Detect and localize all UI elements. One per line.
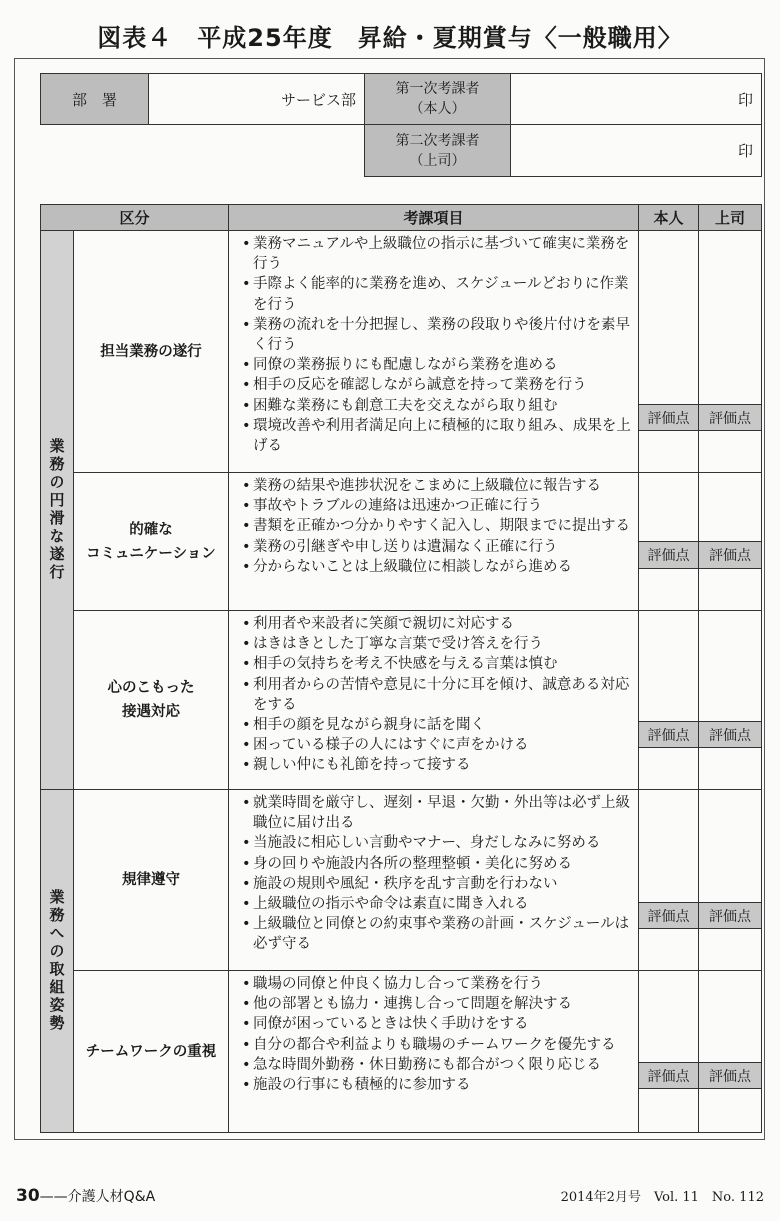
- section-items-2: [228, 472, 639, 611]
- boss-eval-point-label-4: 評価点: [698, 902, 762, 929]
- section-name-1: [73, 230, 229, 473]
- section-name-1-line1: 担当業務の遂行: [100, 343, 202, 360]
- boss-eval-point-label-2: 評価点: [698, 541, 762, 569]
- list-item: • 困っている様子の人にはすぐに声をかける: [237, 735, 634, 755]
- list-item: • 親しい仲にも礼節を持って接する: [237, 755, 634, 775]
- list-item: • はきはきとした丁寧な言葉で受け答えを行う: [237, 634, 634, 654]
- list-item: • 事故やトラブルの連絡は迅速かつ正確に行う: [237, 496, 634, 516]
- list-item: • 業務の流れを十分把握し、業務の段取りや後片付けを素早く行う: [237, 315, 634, 355]
- issue-info: 2014年2月号 Vol. 11 No. 112: [560, 1190, 764, 1205]
- group-label-smooth-work: 業務の円滑な遂行: [40, 230, 74, 790]
- dept-value: サービス部: [148, 73, 365, 125]
- group-label-work-attitude: 業務への取組姿勢: [40, 789, 74, 1133]
- section-items-1: [228, 230, 639, 473]
- list-item: • 施設の行事にも積極的に参加する: [237, 1075, 634, 1095]
- section-name-4: [73, 789, 229, 971]
- self-score-cell-5[interactable]: [638, 970, 699, 1133]
- list-item: • 利用者からの苦情や意見に十分に耳を傾け、誠意ある対応をする: [237, 675, 634, 715]
- list-item: • 相手の気持ちを考え不快感を与える言葉は慎む: [237, 654, 634, 674]
- list-item: • 利用者や来設者に笑顔で親切に対応する: [237, 614, 634, 634]
- section-name-2-line1: 的確な: [129, 521, 173, 538]
- self-eval-point-label-1: 評価点: [638, 404, 699, 431]
- page-number: 30: [16, 1186, 40, 1206]
- boss-score-cell-1[interactable]: [698, 230, 762, 473]
- list-item: • 業務の結果や進捗状況をこまめに上級職位に報告する: [237, 476, 634, 496]
- list-item: • 当施設に相応しい言動やマナー、身だしなみに努める: [237, 833, 634, 853]
- boss-eval-point-label-5: 評価点: [698, 1062, 762, 1089]
- self-eval-point-label-4: 評価点: [638, 902, 699, 929]
- boss-score-cell-3[interactable]: [698, 610, 762, 790]
- self-score-cell-4[interactable]: [638, 789, 699, 971]
- list-item: • 上級職位の指示や命令は素直に聞き入れる: [237, 894, 634, 914]
- first-evaluator-label: [364, 73, 511, 125]
- first-evaluator-title: 第一次考課者: [395, 81, 480, 97]
- self-eval-point-label-2: 評価点: [638, 541, 699, 569]
- footer-left: [16, 1186, 155, 1206]
- page-title: 図表４ 平成25年度 昇給・夏期賞与〈一般職用〉: [97, 24, 683, 52]
- section-name-2: [73, 472, 229, 611]
- second-evaluator-title: 第二次考課者: [395, 132, 480, 149]
- list-item: • 手際よく能率的に業務を進め、スケジュールどおりに作業を行う: [237, 274, 634, 314]
- section-name-2-line2: コミュニケーション: [86, 545, 216, 562]
- list-item: • 同僚の業務振りにも配慮しながら業務を進める: [237, 355, 634, 375]
- list-item: • 業務の引継ぎや申し送りは遺漏なく正確に行う: [237, 537, 634, 557]
- list-item: • 身の回りや施設内各所の整理整頓・美化に努める: [237, 854, 634, 874]
- section-items-4: [228, 789, 639, 971]
- list-item: • 他の部署とも協力・連携し合って問題を解決する: [237, 994, 634, 1014]
- list-item: • 環境改善や利用者満足向上に積極的に取り組み、成果を上げる: [237, 416, 634, 456]
- self-score-cell-3[interactable]: [638, 610, 699, 790]
- section-name-5: [73, 970, 229, 1133]
- list-item: • 分からないことは上級職位に相談しながら進める: [237, 557, 634, 577]
- section-name-3: [73, 610, 229, 790]
- list-item: • 同僚が困っているときは快く手助けをする: [237, 1014, 634, 1034]
- boss-score-cell-5[interactable]: [698, 970, 762, 1133]
- list-item: • 書類を正確かつ分かりやすく記入し、期限までに提出する: [237, 516, 634, 536]
- self-eval-point-label-5: 評価点: [638, 1062, 699, 1089]
- list-item: • 自分の都合や利益よりも職場のチームワークを優先する: [237, 1035, 634, 1055]
- second-evaluator-seal[interactable]: 印: [510, 124, 762, 177]
- second-evaluator-role: （上司）: [409, 152, 466, 169]
- self-score-cell-1[interactable]: [638, 230, 699, 473]
- second-evaluator-label: [364, 124, 511, 177]
- list-item: • 相手の反応を確認しながら誠意を持って業務を行う: [237, 375, 634, 395]
- first-evaluator-seal[interactable]: 印: [510, 73, 762, 125]
- column-header-division: 区分: [40, 204, 229, 231]
- magazine-name: ——介護人材Q&A: [39, 1189, 156, 1205]
- boss-score-cell-4[interactable]: [698, 789, 762, 971]
- list-item: • 職場の同僚と仲良く協力し合って業務を行う: [237, 974, 634, 994]
- section-items-3: [228, 610, 639, 790]
- list-item: • 施設の規則や風紀・秩序を乱す言動を行わない: [237, 874, 634, 894]
- column-header-boss: 上司: [698, 204, 762, 231]
- list-item: • 困難な業務にも創意工夫を交えながら取り組む: [237, 396, 634, 416]
- section-name-3-line2: 接遇対応: [122, 704, 180, 720]
- self-eval-point-label-3: 評価点: [638, 721, 699, 748]
- column-header-self: 本人: [638, 204, 699, 231]
- dept-label: 部 署: [40, 73, 149, 125]
- list-item: • 就業時間を厳守し、遅刻・早退・欠勤・外出等は必ず上級職位に届け出る: [237, 793, 634, 833]
- list-item: • 業務マニュアルや上級職位の指示に基づいて確実に業務を行う: [237, 234, 634, 274]
- first-evaluator-role: （本人）: [409, 101, 466, 117]
- section-name-5-line1: チームワークの重視: [85, 1043, 217, 1060]
- list-item: • 上級職位と同僚との約束事や業務の計画・スケジュールは必ず守る: [237, 914, 634, 954]
- boss-eval-point-label-3: 評価点: [698, 721, 762, 748]
- section-items-5: [228, 970, 639, 1133]
- section-name-4-line1: 規律遵守: [122, 872, 180, 888]
- boss-eval-point-label-1: 評価点: [698, 404, 762, 431]
- list-item: • 急な時間外勤務・休日勤務にも都合がつく限り応じる: [237, 1055, 634, 1075]
- section-name-3-line1: 心のこもった: [107, 680, 195, 696]
- column-header-items: 考課項目: [228, 204, 639, 231]
- list-item: • 相手の顔を見ながら親身に話を聞く: [237, 715, 634, 735]
